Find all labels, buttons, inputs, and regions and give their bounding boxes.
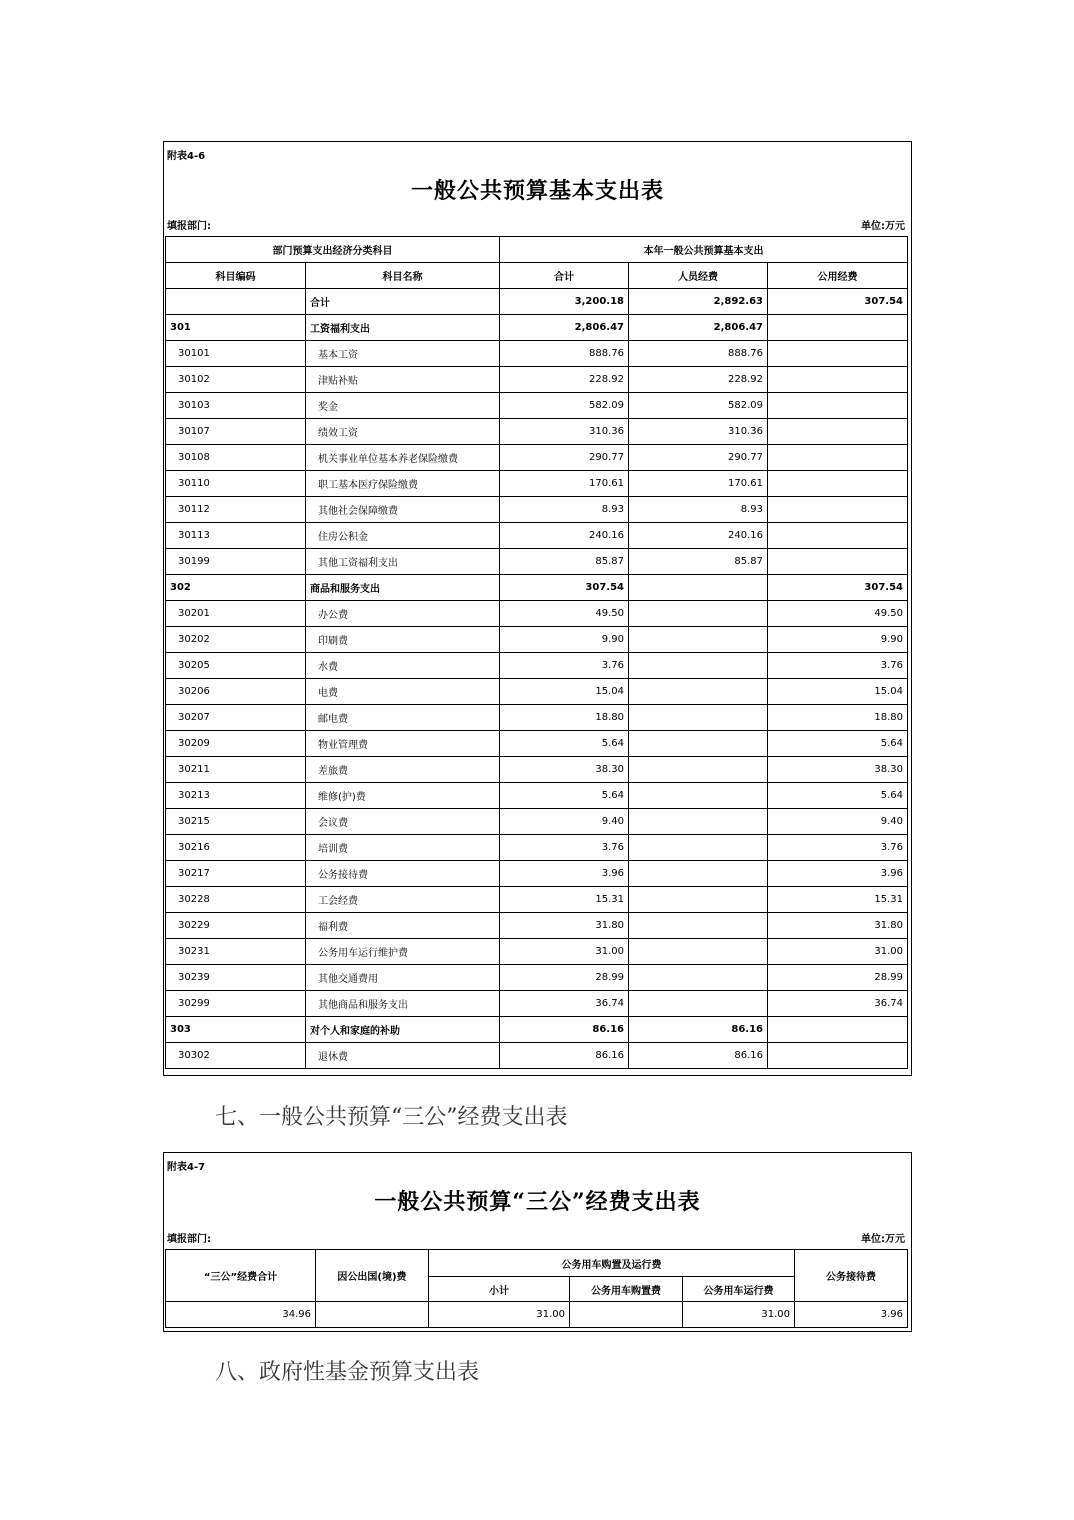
table2-value-purchase bbox=[570, 1302, 683, 1328]
table-row bbox=[166, 575, 908, 601]
table-row bbox=[166, 757, 908, 783]
table-row bbox=[166, 809, 908, 835]
row-public: 5.64 bbox=[768, 731, 908, 757]
table2-col-purchase: 公务用车购置费 bbox=[570, 1277, 683, 1302]
row-personnel bbox=[629, 913, 768, 939]
row-total: 290.77 bbox=[500, 445, 629, 471]
row-personnel bbox=[629, 835, 768, 861]
row-name: 基本工资 bbox=[306, 341, 500, 367]
table2-value-total: 34.96 bbox=[166, 1302, 316, 1328]
row-personnel: 582.09 bbox=[629, 393, 768, 419]
row-name: 差旅费 bbox=[306, 757, 500, 783]
row-code: 30113 bbox=[166, 523, 306, 549]
row-personnel: 85.87 bbox=[629, 549, 768, 575]
row-public bbox=[768, 1043, 908, 1069]
row-public bbox=[768, 445, 908, 471]
table2-tag: 附表4-7 bbox=[167, 1162, 206, 1173]
row-public: 31.80 bbox=[768, 913, 908, 939]
table2-col-vehicle-group: 公务用车购置及运行费 bbox=[429, 1250, 795, 1277]
table-row bbox=[166, 861, 908, 887]
row-name: 其他工资福利支出 bbox=[306, 549, 500, 575]
row-name: 退休费 bbox=[306, 1043, 500, 1069]
row-code: 30228 bbox=[166, 887, 306, 913]
row-code: 30199 bbox=[166, 549, 306, 575]
row-total: 38.30 bbox=[500, 757, 629, 783]
column-header: 人员经费 bbox=[629, 263, 768, 289]
row-personnel: 2,892.63 bbox=[629, 289, 768, 315]
table2-value-subtotal: 31.00 bbox=[429, 1302, 570, 1328]
row-total: 31.80 bbox=[500, 913, 629, 939]
table2-value-reception: 3.96 bbox=[795, 1302, 908, 1328]
row-code: 30202 bbox=[166, 627, 306, 653]
row-code: 30302 bbox=[166, 1043, 306, 1069]
table1-unit-label: 单位:万元 bbox=[861, 221, 905, 232]
row-total: 9.40 bbox=[500, 809, 629, 835]
table-row bbox=[166, 705, 908, 731]
row-name: 公务接待费 bbox=[306, 861, 500, 887]
row-name: 工会经费 bbox=[306, 887, 500, 913]
row-name: 合计 bbox=[306, 289, 500, 315]
row-name: 商品和服务支出 bbox=[306, 575, 500, 601]
row-public: 18.80 bbox=[768, 705, 908, 731]
table-row bbox=[166, 991, 908, 1017]
table2 bbox=[165, 1249, 908, 1328]
row-personnel: 2,806.47 bbox=[629, 315, 768, 341]
row-personnel bbox=[629, 757, 768, 783]
row-name: 维修(护)费 bbox=[306, 783, 500, 809]
table-row bbox=[166, 393, 908, 419]
table-row bbox=[166, 939, 908, 965]
row-name: 邮电费 bbox=[306, 705, 500, 731]
row-name: 福利费 bbox=[306, 913, 500, 939]
row-total: 28.99 bbox=[500, 965, 629, 991]
table2-col-reception: 公务接待费 bbox=[795, 1250, 908, 1302]
row-name: 印刷费 bbox=[306, 627, 500, 653]
row-public: 9.90 bbox=[768, 627, 908, 653]
row-personnel: 170.61 bbox=[629, 471, 768, 497]
row-code: 302 bbox=[166, 575, 306, 601]
table-row bbox=[166, 1017, 908, 1043]
row-code: 30205 bbox=[166, 653, 306, 679]
row-code: 30110 bbox=[166, 471, 306, 497]
row-name: 奖金 bbox=[306, 393, 500, 419]
row-personnel bbox=[629, 601, 768, 627]
row-total: 5.64 bbox=[500, 783, 629, 809]
table-row bbox=[166, 367, 908, 393]
row-total: 5.64 bbox=[500, 731, 629, 757]
table1-group-left: 部门预算支出经济分类科目 bbox=[166, 237, 500, 263]
row-public: 31.00 bbox=[768, 939, 908, 965]
row-total: 3.76 bbox=[500, 653, 629, 679]
row-public bbox=[768, 549, 908, 575]
table1-title: 一般公共预算基本支出表 bbox=[410, 178, 664, 204]
row-total: 582.09 bbox=[500, 393, 629, 419]
row-total: 3,200.18 bbox=[500, 289, 629, 315]
row-name: 培训费 bbox=[306, 835, 500, 861]
table2-unit-label: 单位:万元 bbox=[861, 1234, 905, 1245]
row-code: 30299 bbox=[166, 991, 306, 1017]
row-name: 住房公积金 bbox=[306, 523, 500, 549]
row-name: 工资福利支出 bbox=[306, 315, 500, 341]
table-row bbox=[166, 887, 908, 913]
table2-dept-label: 填报部门: bbox=[167, 1234, 211, 1245]
table-row bbox=[166, 471, 908, 497]
section-heading-8: 八、政府性基金预算支出表 bbox=[215, 1360, 480, 1385]
row-name: 物业管理费 bbox=[306, 731, 500, 757]
row-personnel bbox=[629, 731, 768, 757]
row-personnel: 310.36 bbox=[629, 419, 768, 445]
row-name: 职工基本医疗保险缴费 bbox=[306, 471, 500, 497]
table-row bbox=[166, 835, 908, 861]
table2-frame bbox=[163, 1152, 912, 1332]
column-header: 科目编码 bbox=[166, 263, 306, 289]
section-heading-7: 七、一般公共预算“三公”经费支出表 bbox=[215, 1105, 568, 1130]
table-row bbox=[166, 549, 908, 575]
row-public bbox=[768, 471, 908, 497]
table-row bbox=[166, 1043, 908, 1069]
row-public: 36.74 bbox=[768, 991, 908, 1017]
row-public bbox=[768, 1017, 908, 1043]
row-name: 对个人和家庭的补助 bbox=[306, 1017, 500, 1043]
row-personnel bbox=[629, 575, 768, 601]
row-code: 30108 bbox=[166, 445, 306, 471]
table2-col-abroad: 因公出国(境)费 bbox=[316, 1250, 429, 1302]
row-code: 30231 bbox=[166, 939, 306, 965]
row-total: 85.87 bbox=[500, 549, 629, 575]
row-personnel bbox=[629, 887, 768, 913]
row-name: 水费 bbox=[306, 653, 500, 679]
row-name: 其他交通费用 bbox=[306, 965, 500, 991]
row-total: 240.16 bbox=[500, 523, 629, 549]
row-total: 310.36 bbox=[500, 419, 629, 445]
row-total: 36.74 bbox=[500, 991, 629, 1017]
table-row bbox=[166, 913, 908, 939]
table-row bbox=[166, 419, 908, 445]
row-code: 30215 bbox=[166, 809, 306, 835]
row-personnel bbox=[629, 783, 768, 809]
row-code: 30207 bbox=[166, 705, 306, 731]
row-public: 3.96 bbox=[768, 861, 908, 887]
table-row bbox=[166, 601, 908, 627]
table1-group-header bbox=[166, 237, 908, 263]
row-public: 307.54 bbox=[768, 289, 908, 315]
table-row bbox=[166, 679, 908, 705]
table-row bbox=[166, 445, 908, 471]
row-personnel bbox=[629, 939, 768, 965]
row-name: 其他商品和服务支出 bbox=[306, 991, 500, 1017]
row-code bbox=[166, 289, 306, 315]
row-public bbox=[768, 341, 908, 367]
row-total: 15.31 bbox=[500, 887, 629, 913]
row-total: 49.50 bbox=[500, 601, 629, 627]
row-code: 30229 bbox=[166, 913, 306, 939]
table1-dept-label: 填报部门: bbox=[167, 221, 211, 232]
column-header: 公用经费 bbox=[768, 263, 908, 289]
row-total: 31.00 bbox=[500, 939, 629, 965]
row-code: 30213 bbox=[166, 783, 306, 809]
row-public bbox=[768, 367, 908, 393]
row-public: 307.54 bbox=[768, 575, 908, 601]
row-total: 8.93 bbox=[500, 497, 629, 523]
table1-body bbox=[166, 289, 908, 1069]
row-personnel bbox=[629, 861, 768, 887]
row-name: 电费 bbox=[306, 679, 500, 705]
row-total: 9.90 bbox=[500, 627, 629, 653]
row-public bbox=[768, 419, 908, 445]
row-code: 30201 bbox=[166, 601, 306, 627]
row-total: 888.76 bbox=[500, 341, 629, 367]
table2-col-operation: 公务用车运行费 bbox=[683, 1277, 795, 1302]
row-total: 307.54 bbox=[500, 575, 629, 601]
row-total: 2,806.47 bbox=[500, 315, 629, 341]
row-code: 30217 bbox=[166, 861, 306, 887]
row-name: 公务用车运行维护费 bbox=[306, 939, 500, 965]
row-code: 30209 bbox=[166, 731, 306, 757]
row-total: 86.16 bbox=[500, 1017, 629, 1043]
row-personnel: 290.77 bbox=[629, 445, 768, 471]
table-row bbox=[166, 1302, 908, 1328]
row-personnel bbox=[629, 991, 768, 1017]
row-personnel: 8.93 bbox=[629, 497, 768, 523]
row-code: 303 bbox=[166, 1017, 306, 1043]
row-personnel: 86.16 bbox=[629, 1043, 768, 1069]
row-total: 15.04 bbox=[500, 679, 629, 705]
row-total: 228.92 bbox=[500, 367, 629, 393]
row-name: 机关事业单位基本养老保险缴费 bbox=[306, 445, 500, 471]
table1 bbox=[165, 236, 908, 1069]
row-total: 86.16 bbox=[500, 1043, 629, 1069]
row-public: 5.64 bbox=[768, 783, 908, 809]
row-code: 30216 bbox=[166, 835, 306, 861]
row-total: 3.76 bbox=[500, 835, 629, 861]
row-code: 30101 bbox=[166, 341, 306, 367]
row-personnel: 86.16 bbox=[629, 1017, 768, 1043]
row-public: 3.76 bbox=[768, 835, 908, 861]
row-personnel: 240.16 bbox=[629, 523, 768, 549]
row-personnel bbox=[629, 653, 768, 679]
row-public: 49.50 bbox=[768, 601, 908, 627]
table2-value-operation: 31.00 bbox=[683, 1302, 795, 1328]
row-personnel bbox=[629, 705, 768, 731]
row-code: 30107 bbox=[166, 419, 306, 445]
row-public: 3.76 bbox=[768, 653, 908, 679]
table1-group-right: 本年一般公共预算基本支出 bbox=[500, 237, 908, 263]
table-row bbox=[166, 341, 908, 367]
table-row bbox=[166, 627, 908, 653]
table2-value-abroad bbox=[316, 1302, 429, 1328]
column-header: 科目名称 bbox=[306, 263, 500, 289]
table2-col-subtotal: 小计 bbox=[429, 1277, 570, 1302]
row-code: 30206 bbox=[166, 679, 306, 705]
row-personnel: 888.76 bbox=[629, 341, 768, 367]
row-public bbox=[768, 315, 908, 341]
table-row bbox=[166, 783, 908, 809]
row-public: 15.31 bbox=[768, 887, 908, 913]
table1-column-header bbox=[166, 263, 908, 289]
row-name: 会议费 bbox=[306, 809, 500, 835]
row-personnel: 228.92 bbox=[629, 367, 768, 393]
row-public: 15.04 bbox=[768, 679, 908, 705]
table-row bbox=[166, 315, 908, 341]
table-row bbox=[166, 965, 908, 991]
row-code: 30103 bbox=[166, 393, 306, 419]
table-row bbox=[166, 653, 908, 679]
row-public: 38.30 bbox=[768, 757, 908, 783]
row-public: 9.40 bbox=[768, 809, 908, 835]
row-name: 绩效工资 bbox=[306, 419, 500, 445]
row-public bbox=[768, 393, 908, 419]
row-personnel bbox=[629, 679, 768, 705]
table1-tag: 附表4-6 bbox=[167, 151, 206, 162]
row-public bbox=[768, 523, 908, 549]
table2-title: 一般公共预算“三公”经费支出表 bbox=[374, 1189, 701, 1215]
table-row bbox=[166, 523, 908, 549]
row-name: 津贴补贴 bbox=[306, 367, 500, 393]
row-personnel bbox=[629, 627, 768, 653]
row-code: 30239 bbox=[166, 965, 306, 991]
table-row bbox=[166, 497, 908, 523]
row-name: 办公费 bbox=[306, 601, 500, 627]
row-total: 3.96 bbox=[500, 861, 629, 887]
row-code: 30112 bbox=[166, 497, 306, 523]
row-code: 30211 bbox=[166, 757, 306, 783]
row-personnel bbox=[629, 965, 768, 991]
table1-frame bbox=[163, 141, 912, 1076]
table2-header-row-1 bbox=[166, 1250, 908, 1277]
row-total: 170.61 bbox=[500, 471, 629, 497]
table2-col-total: “三公”经费合计 bbox=[166, 1250, 316, 1302]
row-code: 301 bbox=[166, 315, 306, 341]
row-code: 30102 bbox=[166, 367, 306, 393]
row-total: 18.80 bbox=[500, 705, 629, 731]
table-row bbox=[166, 731, 908, 757]
row-public: 28.99 bbox=[768, 965, 908, 991]
row-public bbox=[768, 497, 908, 523]
table-row bbox=[166, 289, 908, 315]
row-name: 其他社会保障缴费 bbox=[306, 497, 500, 523]
row-personnel bbox=[629, 809, 768, 835]
column-header: 合计 bbox=[500, 263, 629, 289]
